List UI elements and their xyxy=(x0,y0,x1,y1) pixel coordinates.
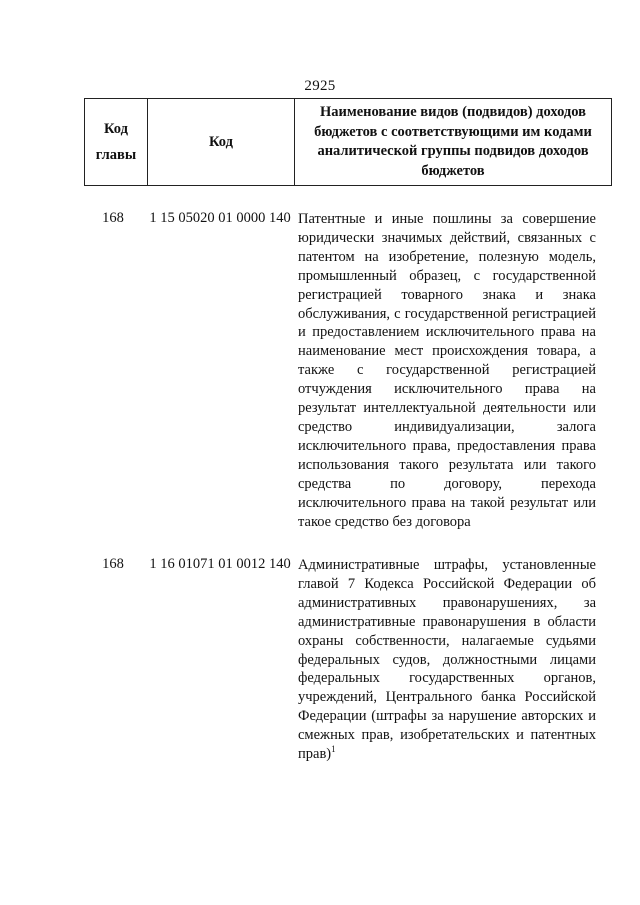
header-name: Наименование видов (подвидов) доходов бюджетов с соответствующими им кодами аналитической группы подвидов доходов бюджетов xyxy=(295,99,612,186)
row-chapter-code: 168 xyxy=(102,556,124,572)
footnote-marker: 1 xyxy=(331,744,336,755)
row-chapter-code: 168 xyxy=(102,210,124,226)
row-description xyxy=(298,556,596,764)
page-number: 2925 xyxy=(304,78,336,94)
table-header xyxy=(84,98,612,186)
header-row xyxy=(85,99,612,186)
header-chapter-code-line1: Код xyxy=(104,121,128,137)
header-chapter-code xyxy=(85,99,148,186)
row-code: 1 16 01071 01 0012 140 xyxy=(149,556,291,572)
header-code: Код xyxy=(148,99,295,186)
row-description: Патентные и иные пошлины за совершение юридически значимых действий, связанных с патентом на изобретение, полезную модель, промышленный образец, с государственной регистрацией товарного знака и знака обслуживания, с государственной регистрацией и предоставлением исключительного права на наименование мест происхождения товара, а также с государственной регистрацией отчуждения исключительного права на результат интеллектуальной деятельности или средство индивидуализации, залога исключительного права, предоставления права использования такого результата или такого средства по договору, перехода исключительного права на такой результат или такое средство без договора xyxy=(298,211,596,530)
header-chapter-code-line2: главы xyxy=(95,147,137,163)
row-description-text: Административные штрафы, установленные главой 7 Кодекса Российской Федерации об административных правонарушениях, за административные правонарушения в области охраны собственности, налагаемые судьями федеральных судов, должностными лицами федеральных государственных органов, учреждений, Центрального банка Российской Федерации (штрафы за нарушение авторских и смежных прав, изобретательских и патентных прав) xyxy=(298,557,596,763)
row-code: 1 15 05020 01 0000 140 xyxy=(149,210,291,226)
